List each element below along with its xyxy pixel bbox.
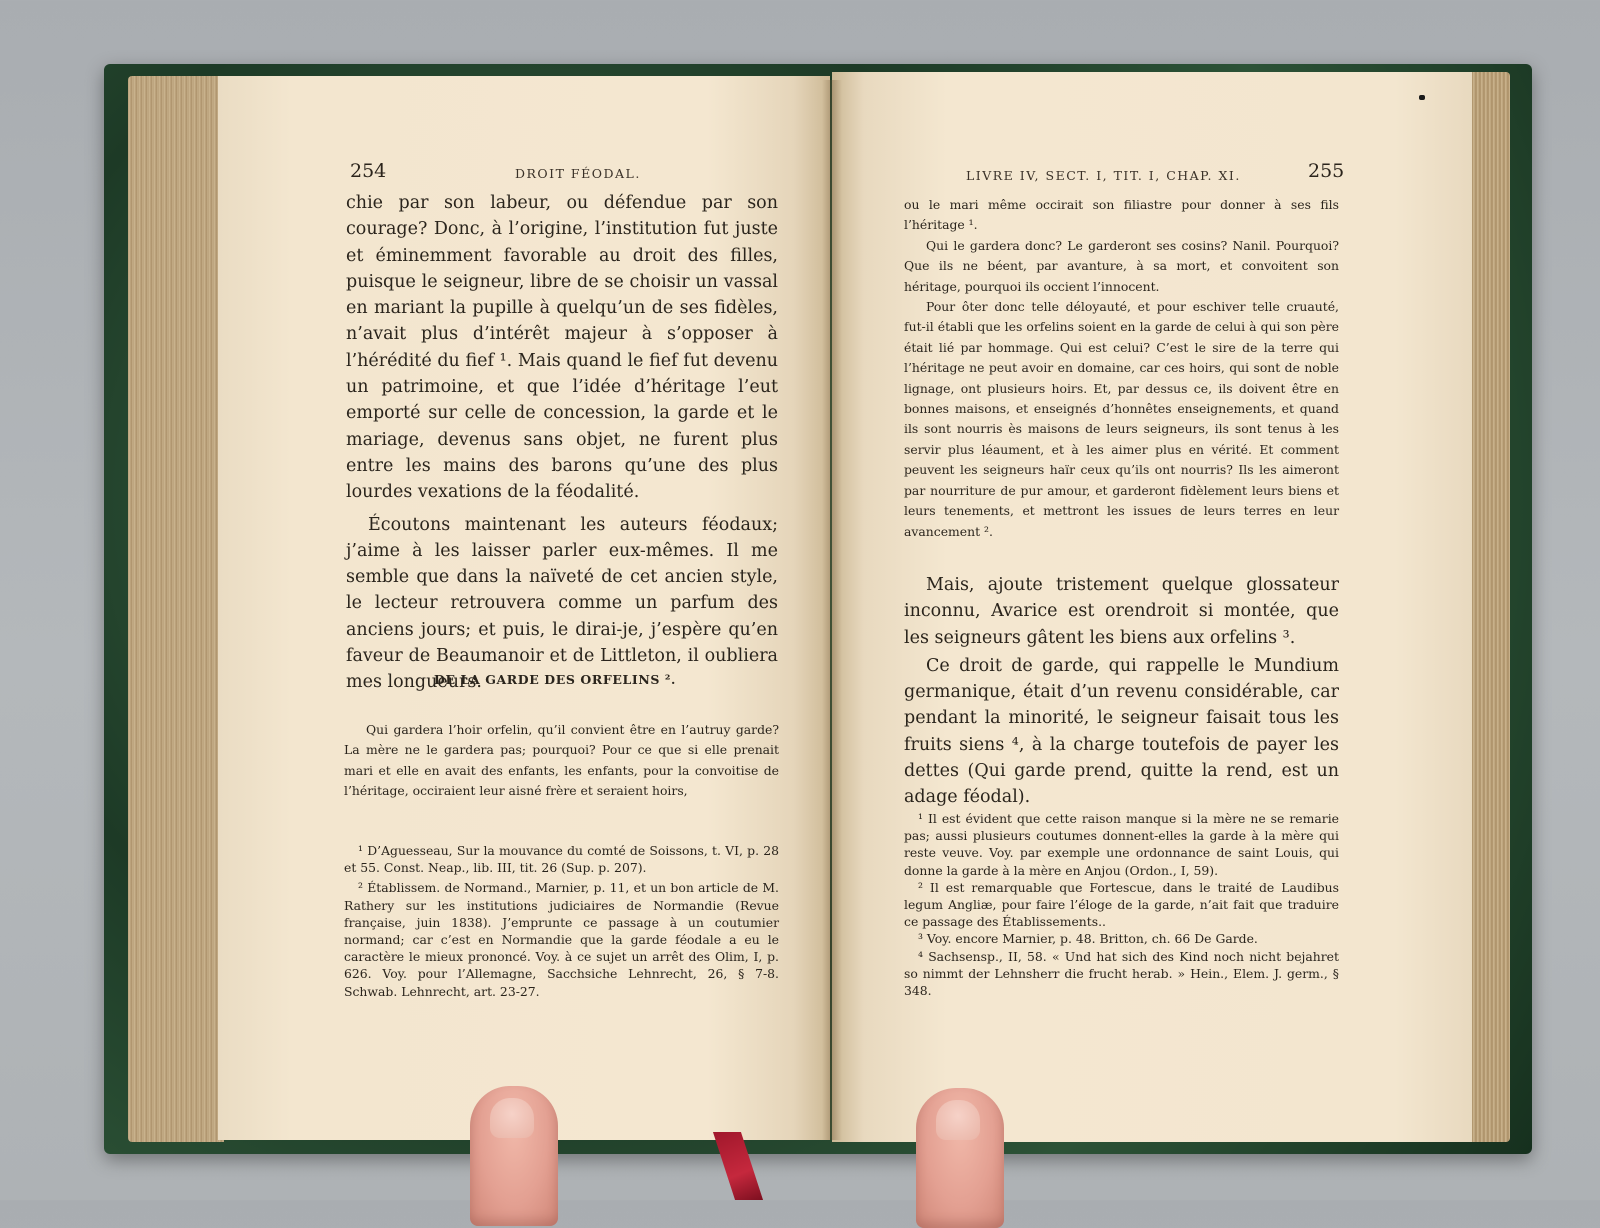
- right-footnote-3: ³ Voy. encore Marnier, p. 48. Britton, ch. 66 De Garde.: [918, 931, 1258, 947]
- page-edges-left: [128, 76, 224, 1142]
- left-quote-paragraph: Qui gardera l’hoir orfelin, qu’il convient être en l’autruy garde? La mère ne le gardera pas; pourquoi? Pour ce que si elle prenait mari et elle en avait des enfants, les enfants, pour la convoitise de l’héritage, occiraient leur aisné frère et seraient hoirs,: [344, 722, 779, 799]
- ink-speck: [1419, 95, 1425, 100]
- left-page-number: 254: [350, 160, 387, 182]
- page-edges-right: [1470, 72, 1510, 1142]
- right-running-head: LIVRE IV, SECT. I, TIT. I, CHAP. XI.: [966, 168, 1241, 183]
- section-title: DE LA GARDE DES ORFELINS ².: [434, 672, 676, 687]
- left-footnote-2: ² Établissem. de Normand., Marnier, p. 11, et un bon article de M. Rathery sur les institutions judiciaires de Normandie (Revue française, juin 1838). J’emprunte ce passage à un coutumier normand; car c’est en Normandie que la garde féodale a eu le caractère le mieux prononcé. Voy. à ce sujet un arrêt des Olim, I, p. 626. Voy. pour l’Allemagne, Sacchsiche Lehnrecht, 26, § 7-8. Schwab. Lehnrecht, art. 23-27.: [344, 880, 779, 999]
- right-quote-3: Pour ôter donc telle déloyauté, et pour eschiver telle cruauté, fut-il établi que les orfelins soient en la garde de celui à qui son père était lié par hommage. Qui est celui? C’est le sire de la terre qui l’héritage ne peut avoir en domaine, car ces hoirs, qui sont de noble lignage, ont plusieurs hoirs. Et, par dessus ce, ils doivent être en bonnes maisons, et enseignés d’honnêtes enseignements, et quand ils sont nourris ès maisons de leurs seigneurs, ils sont tenus à les servir plus léaument, et à les aimer plus en vérité. Et comment peuvent les seigneurs haïr ceux qu’ils ont nourris? Ils les aimeront par nourriture de pur amour, et garderont fidèlement leurs biens et leurs tenements, et mettront les issues de leurs terres en leur avancement ².: [904, 299, 1339, 539]
- right-footnote-4: ⁴ Sachsensp., II, 58. « Und hat sich des Kind noch nicht bejahret so nimmt der Lehnsherr die frucht herab. » Hein., Elem. J. germ., § 348.: [904, 948, 1339, 999]
- left-quote: [344, 720, 779, 802]
- right-quote-2: Qui le gardera donc? Le garderont ses cosins? Nanil. Pourquoi? Que ils ne béent, par avanture, à sa mort, et convoitent son héritage, pourquoi ils occient l’innocent.: [904, 237, 1339, 294]
- right-footnote-1: ¹ Il est évident que cette raison manque si la mère ne se remarie pas; aussi plusieurs coutumes donnent-elles la garde à la mère qui reste veuve. Voy. par exemple une ordonnance de saint Louis, qui donne la garde à la mère en Anjou (Ordon., I, 59).: [904, 811, 1339, 878]
- right-quote: [904, 195, 1339, 542]
- right-quote-1: ou le mari même occirait son filiastre pour donner à ses fils l’héritage ¹.: [904, 197, 1339, 233]
- left-body-paragraph-1: chie par son labeur, ou défendue par son courage? Donc, à l’origine, l’institution fut juste et éminemment favorable au droit des filles, puisque le seigneur, libre de se choisir un vassal en mariant la pupille à quelqu’un de ses fidèles, n’avait plus d’intérêt majeur à s’opposer à l’hérédité du fief ¹. Mais quand le fief fut devenu un patrimoine, et que l’idée d’héritage l’eut emporté sur celle de concession, la garde et le mariage, devenus sans objet, ne furent plus entre les mains des barons qu’une des plus lourdes vexations de la féodalité.: [346, 193, 778, 503]
- left-footnotes: [344, 842, 779, 1000]
- left-body-paragraph-2: Écoutons maintenant les auteurs féodaux; j’aime à les laisser parler eux-mêmes. Il me semble que dans la naïveté de cet ancien style, le lecteur retrouvera comme un parfum des anciens jours; et puis, le dirai-je, j’espère qu’en faveur de Beaumanoir et de Littleton, il oubliera mes longueurs.: [346, 514, 778, 693]
- left-footnote-1: ¹ D’Aguesseau, Sur la mouvance du comté de Soissons, t. VI, p. 28 et 55. Const. Neap., lib. III, tit. 26 (Sup. p. 207).: [344, 843, 779, 876]
- right-body-text: [904, 572, 1339, 811]
- right-body-paragraph-2: Ce droit de garde, qui rappelle le Mundium germanique, était d’un revenu considérable, car pendant la minorité, le seigneur faisait tous les fruits siens ⁴, à la charge toutefois de payer les dettes (Qui garde prend, quitte la rend, est un adage féodal).: [904, 655, 1339, 808]
- left-body-text: [346, 190, 778, 696]
- left-thumb: [470, 1086, 558, 1226]
- right-page-number: 255: [1308, 160, 1345, 182]
- left-running-head: DROIT FÉODAL.: [515, 166, 641, 181]
- right-thumb: [916, 1088, 1004, 1228]
- right-body-paragraph-1: Mais, ajoute tristement quelque glossateur inconnu, Avarice est orendroit si montée, que les seigneurs gâtent les biens aux orfelins ³.: [904, 575, 1339, 648]
- right-footnote-2: ² Il est remarquable que Fortescue, dans le traité de Laudibus legum Angliæ, pour faire l’éloge de la garde, n’ait fait que traduire ce passage des Établissements..: [904, 879, 1339, 930]
- book-gutter: [822, 80, 842, 1140]
- right-footnotes: [904, 810, 1339, 999]
